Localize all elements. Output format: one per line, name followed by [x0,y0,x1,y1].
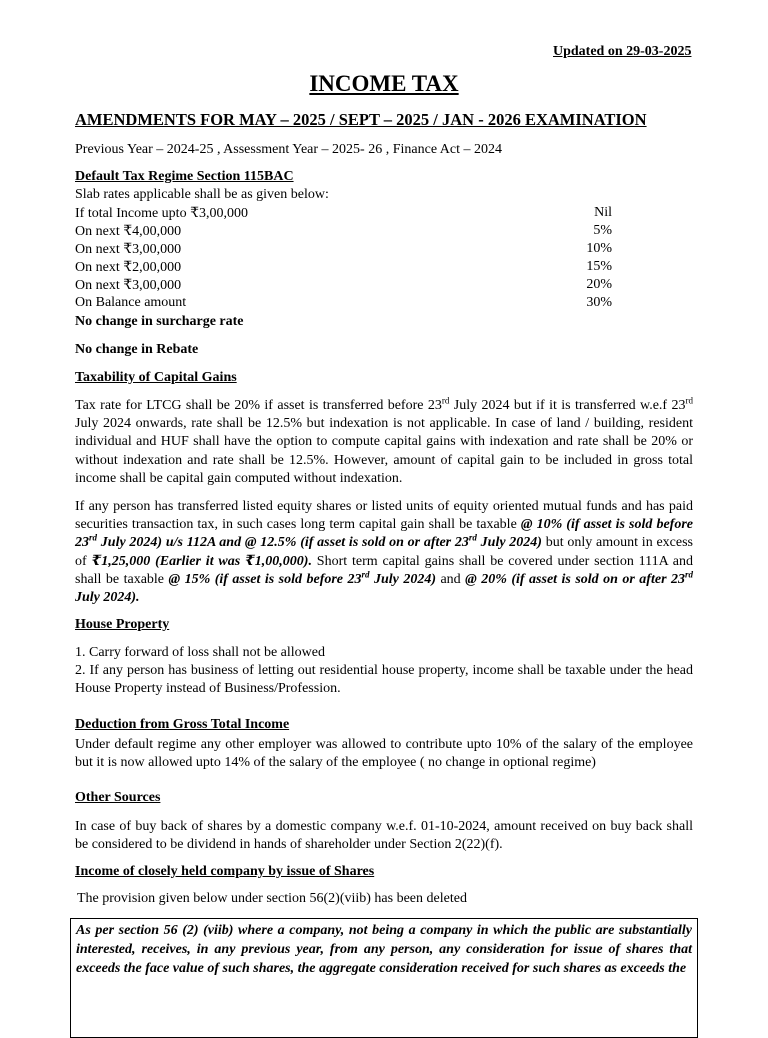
capital-gains-heading: Taxability of Capital Gains [75,370,237,385]
default-regime-heading: Default Tax Regime Section 115BAC [75,169,294,184]
slab-rate: 15% [586,259,612,274]
closely-held-heading: Income of closely held company by issue of Shares [75,864,375,879]
capital-gains-paragraph-1: Tax rate for LTCG shall be 20% if asset is transferred before 23rd July 2024 but if it is transferred w.e.f 23rd July 2024 onwards, rate shall be 12.5% but indexation is not applicable. In case of land / building, resident individual and HUF shall have the option to compute capital gains with indexation and rate shall be 20% or without indexation and rate shall be 12.5%. However, amount of capital gain to be included in gross total income shall be capital gain computed without indexation. [75,395,693,486]
slab-row [75,223,612,240]
slab-row [75,205,612,222]
slab-label: On next ₹2,00,000 [75,260,182,275]
slab-label: On Balance amount [75,295,187,310]
slab-row [75,277,612,294]
rebate-note: No change in Rebate [75,342,199,357]
house-property-heading: House Property [75,617,170,632]
page-subtitle: AMENDMENTS FOR MAY – 2025 / SEPT – 2025 / JAN - 2026 EXAMINATION [75,110,647,129]
slab-row [75,241,612,258]
slab-rate: 20% [586,277,612,292]
section-56-quote: As per section 56 (2) (viib) where a company, not being a company in which the public are substantially interested, receives, in any previous year, from any person, any consideration for issue of shares that exceeds the face value of such shares, the aggregate consideration received for such shares as exceeds the [76,923,692,976]
slab-rate: 10% [586,241,612,256]
slab-row [75,295,612,311]
updated-date: Updated on 29-03-2025 [553,44,692,59]
previous-year-line: Previous Year – 2024-25 , Assessment Year – 2025- 26 , Finance Act – 2024 [75,142,502,157]
slab-rate: 30% [586,295,612,310]
capital-gains-paragraph-2: If any person has transferred listed equity shares or listed units of equity oriented mutual funds and has paid securities transaction tax, in such cases long term capital gain shall be taxable @ 10% (if asset is sold before 23rd July 2024) u/s 112A and @ 12.5% (if asset is sold on or after 23rd July 2024) but only amount in excess of ₹1,25,000 (Earlier it was ₹1,00,000). Short term capital gains shall be covered under section 111A and shall be taxable @ 15% (if asset is sold before 23rd July 2024) and @ 20% (if asset is sold on or after 23rd July 2024). [75,499,694,606]
house-property-item-2: 2. If any person has business of letting out residential house property, income shall be taxable under the head House Property instead of Business/Profession. [75,663,693,697]
slab-label: On next ₹4,00,000 [75,224,182,239]
slab-label: On next ₹3,00,000 [75,278,182,293]
deduction-text: Under default regime any other employer was allowed to contribute upto 10% of the salary of the employee but it is now allowed upto 14% of the salary of the employee ( no change in optional regime) [75,737,693,771]
slab-rate: 5% [593,223,612,238]
slab-label: If total Income upto ₹3,00,000 [75,206,248,221]
section-56-quote-box [70,918,698,1038]
slab-row [75,259,612,276]
page-title: INCOME TAX [309,71,459,96]
deduction-heading: Deduction from Gross Total Income [75,717,290,732]
slab-rate: Nil [594,205,612,220]
house-property-item-1: 1. Carry forward of loss shall not be allowed [75,645,325,660]
slab-label: On next ₹3,00,000 [75,242,182,257]
closely-held-text: The provision given below under section 56(2)(viib) has been deleted [77,891,467,906]
slab-intro: Slab rates applicable shall be as given below: [75,187,329,202]
surcharge-note: No change in surcharge rate [75,314,244,329]
other-sources-heading: Other Sources [75,790,161,805]
other-sources-text: In case of buy back of shares by a domestic company w.e.f. 01-10-2024, amount received on buy back shall be considered to be dividend in hands of shareholder under Section 2(22)(f). [75,819,693,853]
